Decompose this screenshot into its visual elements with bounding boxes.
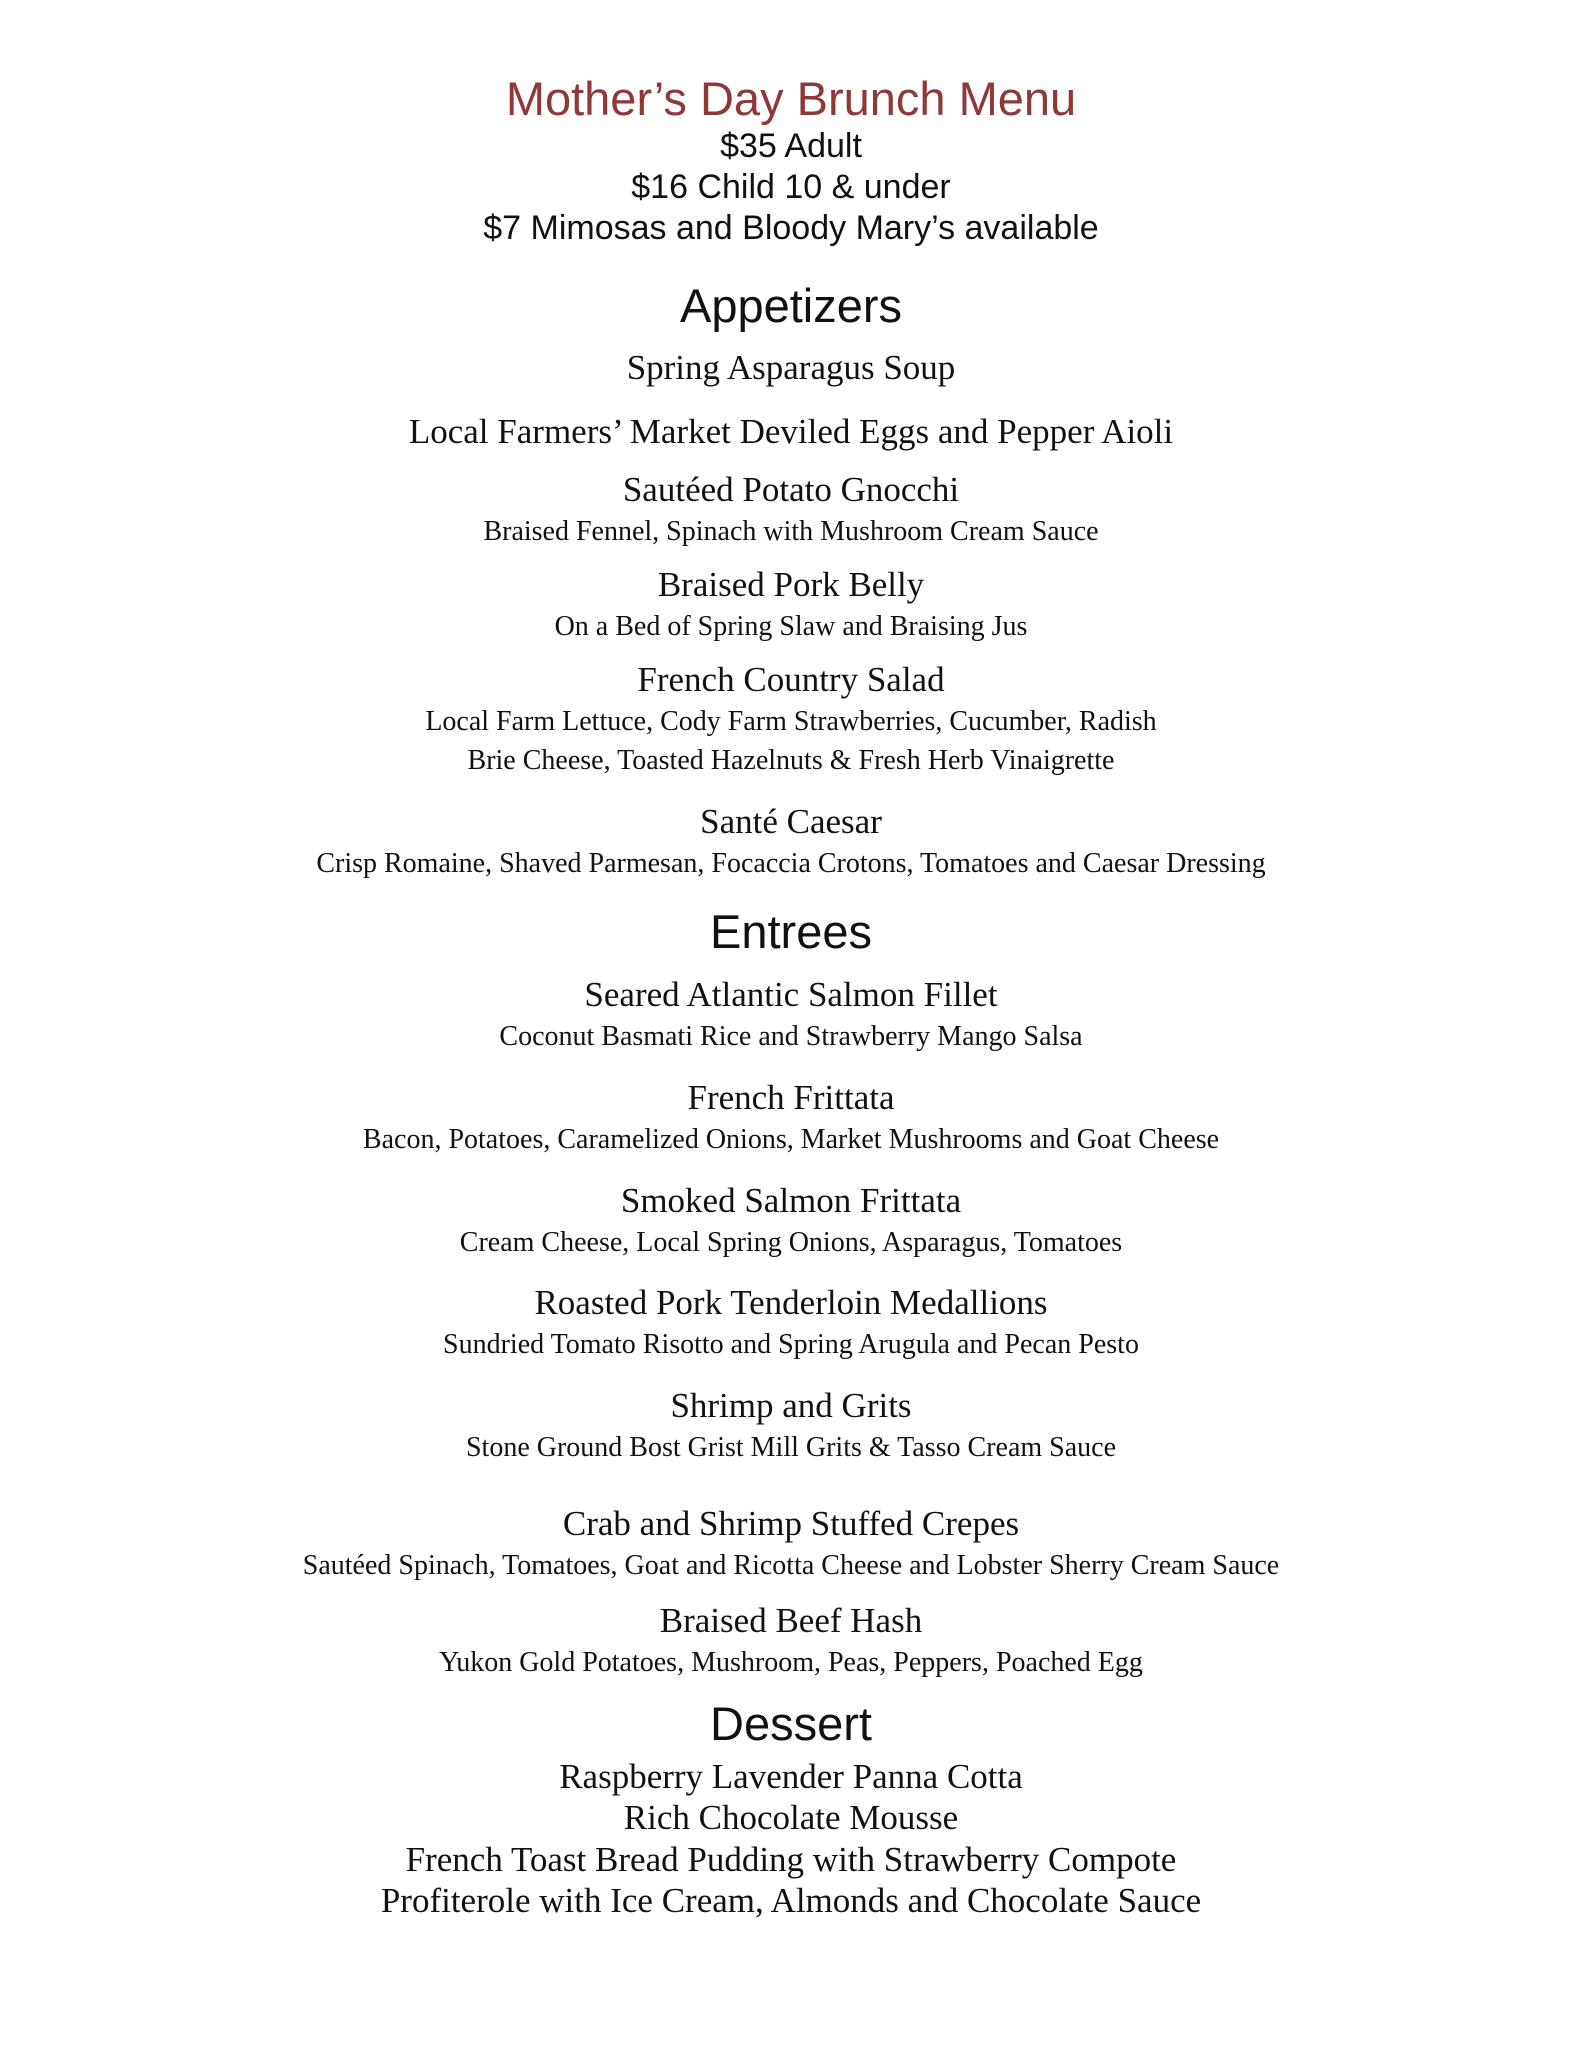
dessert-heading: Dessert: [710, 1697, 872, 1750]
entree-item-desc: Yukon Gold Potatoes, Mushroom, Peas, Peppers, Poached Egg: [439, 1647, 1143, 1678]
dessert-item: Profiterole with Ice Cream, Almonds and Chocolate Sauce: [380, 1881, 1202, 1920]
appetizer-item-desc: Crisp Romaine, Shaved Parmesan, Focaccia Crotons, Tomatoes and Caesar Dressing: [316, 848, 1266, 879]
entree-item-name: Crab and Shrimp Stuffed Crepes: [562, 1504, 1020, 1543]
entree-item-desc: Cream Cheese, Local Spring Onions, Asparagus, Tomatoes: [459, 1227, 1123, 1258]
appetizer-item-name: Braised Pork Belly: [657, 565, 925, 604]
appetizer-item-desc: On a Bed of Spring Slaw and Braising Jus: [554, 611, 1028, 642]
appetizer-item-name: Spring Asparagus Soup: [626, 348, 956, 387]
entree-item-desc: Sundried Tomato Risotto and Spring Arugula and Pecan Pesto: [443, 1329, 1139, 1360]
entree-item-desc: Stone Ground Bost Grist Mill Grits & Tasso Cream Sauce: [465, 1432, 1117, 1463]
appetizer-item-name: French Country Salad: [637, 660, 945, 699]
appetizer-item-name: Santé Caesar: [700, 802, 882, 841]
drinks-note: $7 Mimosas and Bloody Mary’s available: [483, 209, 1099, 247]
appetizer-item-desc: Brie Cheese, Toasted Hazelnuts & Fresh Herb Vinaigrette: [467, 745, 1115, 776]
entree-item-name: Seared Atlantic Salmon Fillet: [584, 975, 998, 1014]
entree-item-name: French Frittata: [687, 1078, 895, 1117]
dessert-item: French Toast Bread Pudding with Strawberry Compote: [405, 1840, 1177, 1879]
child-price: $16 Child 10 & under: [631, 168, 951, 206]
appetizers-heading: Appetizers: [679, 279, 903, 332]
entree-item-name: Smoked Salmon Frittata: [620, 1181, 962, 1220]
appetizer-item-desc: Braised Fennel, Spinach with Mushroom Cream Sauce: [483, 516, 1099, 547]
entree-item-name: Roasted Pork Tenderloin Medallions: [534, 1283, 1048, 1322]
entree-item-desc: Sautéed Spinach, Tomatoes, Goat and Ricotta Cheese and Lobster Sherry Cream Sauce: [302, 1550, 1280, 1581]
dessert-item: Raspberry Lavender Panna Cotta: [559, 1757, 1023, 1796]
appetizer-item-name: Local Farmers’ Market Deviled Eggs and Pepper Aioli: [408, 412, 1174, 451]
entree-item-name: Braised Beef Hash: [659, 1601, 923, 1640]
adult-price: $35 Adult: [720, 127, 862, 165]
entree-item-desc: Bacon, Potatoes, Caramelized Onions, Market Mushrooms and Goat Cheese: [362, 1124, 1220, 1155]
entree-item-desc: Coconut Basmati Rice and Strawberry Mango Salsa: [499, 1021, 1083, 1052]
appetizer-item-name: Sautéed Potato Gnocchi: [622, 470, 960, 509]
entree-item-name: Shrimp and Grits: [670, 1386, 912, 1425]
appetizer-item-desc: Local Farm Lettuce, Cody Farm Strawberries, Cucumber, Radish: [425, 706, 1157, 737]
dessert-item: Rich Chocolate Mousse: [623, 1798, 959, 1837]
menu-title: Mother’s Day Brunch Menu: [505, 72, 1077, 125]
entrees-heading: Entrees: [710, 905, 872, 958]
